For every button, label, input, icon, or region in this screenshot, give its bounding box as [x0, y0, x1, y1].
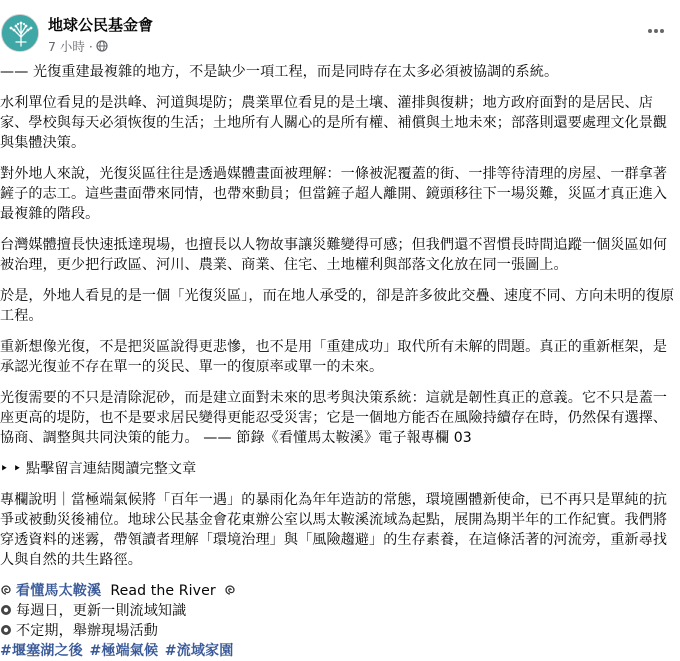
avatar[interactable] [1, 14, 39, 52]
series-title-line [0, 581, 676, 601]
series-item-text: 不定期，舉辦現場活動 [16, 623, 158, 639]
post-paragraph: 水利單位看見的是洪峰、河道與堤防；農業單位看見的是土壤、灌排與復耕；地方政府面對的是居民、店家、學校與每天必須恢復的生活；土地所有人關心的是所有權、補償與土地未來；部落則還要處理文化景觀與集體決策。 [0, 95, 668, 151]
series-title[interactable]: 看懂馬太鞍溪 [16, 583, 102, 599]
hashtags [0, 641, 676, 661]
post-meta [48, 37, 108, 55]
post-timestamp[interactable]: 7 小時 · [48, 39, 93, 54]
post-paragraph: 於是，外地人看見的是一個「光復災區」，而在地人承受的，卻是許多彼此交疊、速度不同、方向未明的復原工程。 [0, 288, 675, 324]
column-description: 專欄說明｜當極端氣候將「百年一遇」的暴雨化為年年造訪的常態，環境團體新使命，已不再只是單純的抗爭或被動災後補位。地球公民基金會花東辦公室以馬太鞍溪流域為起點，展開為期半年的工作紀實。我們將穿透資料的迷霧，帶領讀者理解「環境治理」與「風險趨避」的生存素養，在這條活著的河流旁，重新尋找人與自然的共生路徑。 [0, 492, 668, 568]
series-item [0, 601, 676, 621]
post-paragraph: 台灣媒體擅長快速抵達現場，也擅長以人物故事讓災難變得可感；但我們還不習慣長時間追蹤一個災區如何被治理，更少把行政區、河川、農業、商業、住宅、土地權利與部落文化放在同一張圖上。 [0, 237, 668, 273]
post-header [0, 0, 680, 62]
bullet-circle-icon [0, 604, 12, 616]
bullet-circle-icon [0, 624, 12, 636]
post-body [0, 62, 676, 661]
hashtag-link[interactable]: #堰塞湖之後 [0, 643, 83, 659]
page-name[interactable]: 地球公民基金會 [48, 16, 154, 34]
hashtag-link[interactable]: #極端氣候 [89, 643, 159, 659]
more-dots-icon [647, 28, 665, 34]
post-paragraph: 光復需要的不只是清除泥砂，而是建立面對未來的思考與決策系統：這就是韌性真正的意義。它不只是蓋一座更高的堤防，也不是要求居民變得更能忍受災害；它是一個地方能否在風險持續存在時，仍然保有選擇、協商、調整與共同決策的能力。 —— 節錄《看懂馬太鞍溪》電子報專欄 03 [0, 390, 668, 446]
series-subtitle: Read the River [110, 583, 216, 599]
post-paragraph: 重新想像光復，不是把災區說得更悲慘，也不是用「重建成功」取代所有未解的問題。真正的重新框架，是承認光復並不存在單一的災民、單一的復原率或單一的未來。 [0, 339, 668, 375]
series-info [0, 581, 676, 661]
swirl-icon [0, 584, 12, 596]
swirl-icon [224, 584, 236, 596]
hashtag-link[interactable]: #流域家園 [164, 643, 234, 659]
more-options-button[interactable] [641, 20, 671, 42]
see-more-link[interactable]: ‣ ‣ 點擊留言連結閱讀完整文章 [0, 461, 197, 477]
series-item-text: 每週日，更新一則流域知識 [16, 603, 187, 619]
post-paragraph: 對外地人來說，光復災區往往是透過媒體畫面被理解：一條被泥覆蓋的街、一排等待清理的房屋、一群拿著鏟子的志工。這些畫面帶來同情，也帶來動員；但當鏟子超人離開、鏡頭移往下一場災難，災區才真正進入最複雜的階段。 [0, 166, 668, 222]
post-paragraph: —— 光復重建最複雜的地方，不是缺少一項工程，而是同時存在太多必須被協調的系統。 [0, 64, 559, 80]
tree-logo-icon [2, 15, 39, 52]
series-item [0, 621, 676, 641]
globe-icon [96, 40, 108, 52]
